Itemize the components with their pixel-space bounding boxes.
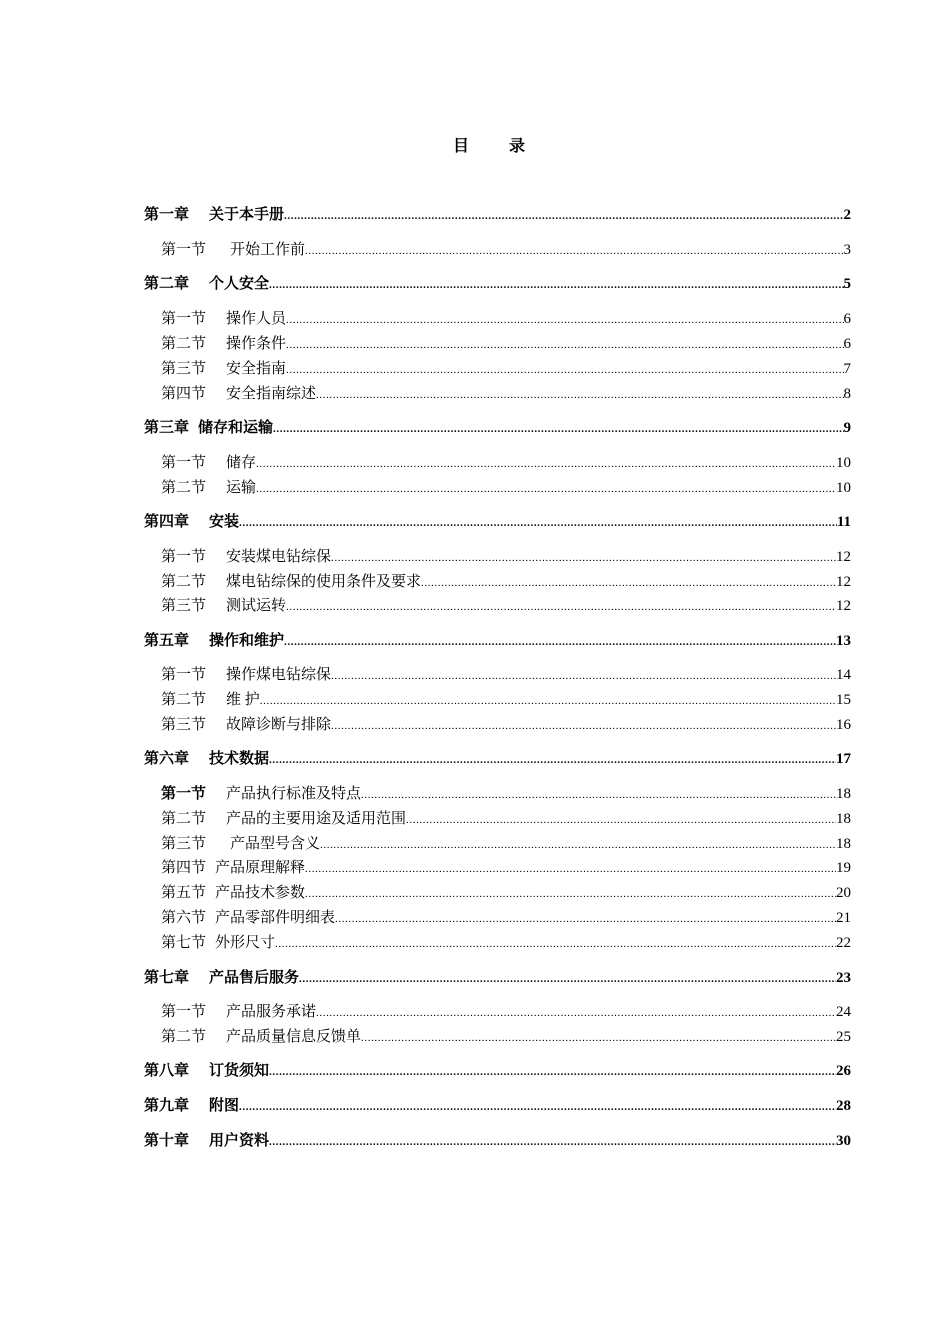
toc-dot-leader <box>335 909 836 929</box>
toc-dot-leader <box>421 573 836 593</box>
toc-entry-number: 第二节 <box>161 336 207 352</box>
toc-entry-page: 10 <box>836 480 851 496</box>
toc-dot-leader <box>305 241 843 261</box>
toc-entry-title: 储存和运输 <box>198 420 274 436</box>
toc-entry-title: 产品服务承诺 <box>226 1004 317 1020</box>
toc-chapter-entry[interactable] <box>144 749 851 769</box>
toc-entry-number: 第七节 <box>161 935 207 951</box>
toc-entry-page: 10 <box>836 455 851 471</box>
toc-entry-page: 20 <box>836 885 851 901</box>
toc-section-entry[interactable] <box>144 858 851 878</box>
toc-entry-page: 22 <box>836 935 851 951</box>
toc-entry-number: 第八章 <box>144 1063 190 1079</box>
toc-section-entry[interactable] <box>144 547 851 567</box>
toc-entry-page: 14 <box>836 667 851 683</box>
toc-entry-page: 17 <box>836 751 851 767</box>
toc-entry-number: 第六节 <box>161 910 207 926</box>
toc-section-entry[interactable] <box>144 453 851 473</box>
toc-section-entry[interactable] <box>144 334 851 354</box>
toc-entry-title: 煤电钻综保的使用条件及要求 <box>226 574 422 590</box>
toc-dot-leader <box>286 360 843 380</box>
toc-entry-title: 安装煤电钻综保 <box>226 549 332 565</box>
toc-section-entry[interactable] <box>144 715 851 735</box>
toc-dot-leader <box>269 1062 836 1082</box>
toc-dot-leader <box>331 716 836 736</box>
toc-entry-number: 第二节 <box>161 811 207 827</box>
toc-entry-page: 26 <box>836 1063 851 1079</box>
toc-entry-number: 第四节 <box>161 386 207 402</box>
toc-entry-number: 第二节 <box>161 574 207 590</box>
toc-entry-title: 产品技术参数 <box>215 885 306 901</box>
toc-entry-number: 第一节 <box>161 667 207 683</box>
toc-section-entry[interactable] <box>144 784 851 804</box>
toc-entry-number: 第一节 <box>161 786 207 802</box>
toc-chapter-entry[interactable] <box>144 1061 851 1081</box>
toc-dot-leader <box>316 1003 836 1023</box>
toc-entry-title: 个人安全 <box>209 276 270 292</box>
toc-entry-title: 操作煤电钻综保 <box>226 667 332 683</box>
toc-entry-number: 第五章 <box>144 633 190 649</box>
toc-dot-leader <box>286 597 836 617</box>
toc-section-entry[interactable] <box>144 309 851 329</box>
toc-entry-number: 第一节 <box>161 242 207 258</box>
toc-dot-leader <box>239 1097 836 1117</box>
toc-entry-title: 附图 <box>209 1098 240 1114</box>
toc-dot-leader <box>239 513 837 533</box>
toc-entry-title: 产品零部件明细表 <box>215 910 336 926</box>
toc-entry-page: 21 <box>836 910 851 926</box>
toc-entry-title: 安装 <box>209 514 240 530</box>
toc-entry-page: 15 <box>836 692 851 708</box>
toc-entry-number: 第五节 <box>161 885 207 901</box>
toc-entry-number: 第三节 <box>161 836 207 852</box>
toc-entry-page: 12 <box>836 574 851 590</box>
toc-entry-number: 第十章 <box>144 1133 190 1149</box>
toc-section-entry[interactable] <box>144 572 851 592</box>
toc-section-entry[interactable] <box>144 478 851 498</box>
toc-entry-title: 产品售后服务 <box>209 970 300 986</box>
toc-dot-leader <box>284 206 843 226</box>
toc-entry-page: 11 <box>836 514 851 530</box>
toc-entry-page: 12 <box>836 549 851 565</box>
toc-dot-leader <box>275 934 836 954</box>
toc-entry-title: 订货须知 <box>209 1063 270 1079</box>
toc-dot-leader <box>260 691 836 711</box>
toc-entry-page: 18 <box>836 811 851 827</box>
toc-entry-number: 第二章 <box>144 276 190 292</box>
toc-entry-title: 操作人员 <box>226 311 287 327</box>
toc-entry-title: 测试运转 <box>226 598 287 614</box>
toc-section-entry[interactable] <box>144 883 851 903</box>
toc-dot-leader <box>406 810 836 830</box>
toc-section-entry[interactable] <box>144 1002 851 1022</box>
toc-entry-number: 第一节 <box>161 311 207 327</box>
toc-section-entry[interactable] <box>144 384 851 404</box>
toc-entry-page: 5 <box>843 276 851 292</box>
toc-entry-page: 7 <box>843 361 851 377</box>
toc-entry-page: 8 <box>843 386 851 402</box>
toc-entry-title: 外形尺寸 <box>215 935 276 951</box>
toc-entry-page: 18 <box>836 786 851 802</box>
toc-entry-title: 安全指南 <box>226 361 287 377</box>
toc-entry-number: 第六章 <box>144 751 190 767</box>
toc-dot-leader <box>269 275 843 295</box>
toc-entry-number: 第二节 <box>161 480 207 496</box>
toc-dot-leader <box>286 335 843 355</box>
toc-dot-leader <box>256 454 836 474</box>
toc-section-entry[interactable] <box>144 809 851 829</box>
toc-entry-title: 安全指南综述 <box>226 386 317 402</box>
toc-chapter-entry[interactable] <box>144 968 851 988</box>
toc-entry-title: 操作条件 <box>226 336 287 352</box>
toc-entry-title: 技术数据 <box>209 751 270 767</box>
toc-chapter-entry[interactable] <box>144 1096 851 1116</box>
toc-section-entry[interactable] <box>144 908 851 928</box>
toc-dot-leader <box>320 835 836 855</box>
toc-entry-title: 产品原理解释 <box>215 860 306 876</box>
toc-chapter-entry[interactable] <box>144 205 851 225</box>
toc-entry-number: 第九章 <box>144 1098 190 1114</box>
toc-entry-title: 关于本手册 <box>209 207 285 223</box>
toc-entry-page: 9 <box>843 420 851 436</box>
toc-entry-number: 第七章 <box>144 970 190 986</box>
toc-entry-number: 第三节 <box>161 717 207 733</box>
toc-entry-page: 24 <box>836 1004 851 1020</box>
toc-entry-title: 储存 <box>226 455 257 471</box>
toc-entry-page: 12 <box>836 598 851 614</box>
toc-dot-leader <box>361 785 836 805</box>
toc-dot-leader <box>299 969 836 989</box>
toc-section-entry[interactable] <box>144 596 851 616</box>
toc-section-entry[interactable] <box>144 690 851 710</box>
toc-entry-number: 第一节 <box>161 1004 207 1020</box>
toc-entry-title: 产品的主要用途及适用范围 <box>226 811 407 827</box>
toc-entry-title: 故障诊断与排除 <box>226 717 332 733</box>
toc-entry-page: 2 <box>843 207 851 223</box>
toc-section-entry[interactable] <box>144 240 851 260</box>
toc-entry-title: 维 护 <box>226 692 260 708</box>
toc-entry-number: 第一节 <box>161 455 207 471</box>
toc-chapter-entry[interactable] <box>144 631 851 651</box>
toc-entry-title: 操作和维护 <box>209 633 285 649</box>
toc-chapter-entry[interactable] <box>144 512 851 532</box>
toc-entry-number: 第二节 <box>161 692 207 708</box>
toc-entry-page: 6 <box>843 311 851 327</box>
toc-entry-number: 第一节 <box>161 549 207 565</box>
toc-entry-page: 30 <box>836 1133 851 1149</box>
toc-entry-page: 18 <box>836 836 851 852</box>
toc-entry-page: 23 <box>836 970 851 986</box>
toc-entry-number: 第四节 <box>161 860 207 876</box>
toc-entry-title: 产品型号含义 <box>230 836 321 852</box>
page-title: 目 录 <box>452 138 543 155</box>
toc-entry-number: 第一章 <box>144 207 190 223</box>
toc-dot-leader <box>331 548 836 568</box>
toc-entry-page: 28 <box>836 1098 851 1114</box>
toc-section-entry[interactable] <box>144 359 851 379</box>
toc-section-entry[interactable] <box>144 933 851 953</box>
toc-dot-leader <box>269 750 836 770</box>
toc-dot-leader <box>284 632 836 652</box>
toc-dot-leader <box>331 666 836 686</box>
toc-dot-leader <box>361 1028 836 1048</box>
toc-dot-leader <box>273 419 843 439</box>
toc-chapter-entry[interactable] <box>144 418 851 438</box>
toc-entry-page: 13 <box>836 633 851 649</box>
toc-entry-number: 第三节 <box>161 598 207 614</box>
toc-chapter-entry[interactable] <box>144 1131 851 1151</box>
toc-entry-page: 25 <box>836 1029 851 1045</box>
toc-dot-leader <box>256 479 836 499</box>
toc-entry-page: 16 <box>836 717 851 733</box>
toc-entry-title: 运输 <box>226 480 257 496</box>
toc-dot-leader <box>269 1132 836 1152</box>
toc-entry-page: 6 <box>843 336 851 352</box>
toc-entry-page: 3 <box>843 242 851 258</box>
toc-dot-leader <box>286 310 843 330</box>
toc-entry-number: 第三章 <box>144 420 190 436</box>
toc-dot-leader <box>305 884 836 904</box>
toc-section-entry[interactable] <box>144 834 851 854</box>
toc-section-entry[interactable] <box>144 1027 851 1047</box>
toc-dot-leader <box>305 859 836 879</box>
toc-entry-number: 第四章 <box>144 514 190 530</box>
toc-chapter-entry[interactable] <box>144 274 851 294</box>
toc-entry-number: 第二节 <box>161 1029 207 1045</box>
toc-entry-page: 19 <box>836 860 851 876</box>
toc-entry-number: 第三节 <box>161 361 207 377</box>
toc-entry-title: 产品执行标准及特点 <box>226 786 362 802</box>
toc-section-entry[interactable] <box>144 665 851 685</box>
toc-dot-leader <box>316 385 843 405</box>
toc-entry-title: 开始工作前 <box>230 242 306 258</box>
toc-entry-title: 产品质量信息反馈单 <box>226 1029 362 1045</box>
toc-entry-title: 用户资料 <box>209 1133 270 1149</box>
